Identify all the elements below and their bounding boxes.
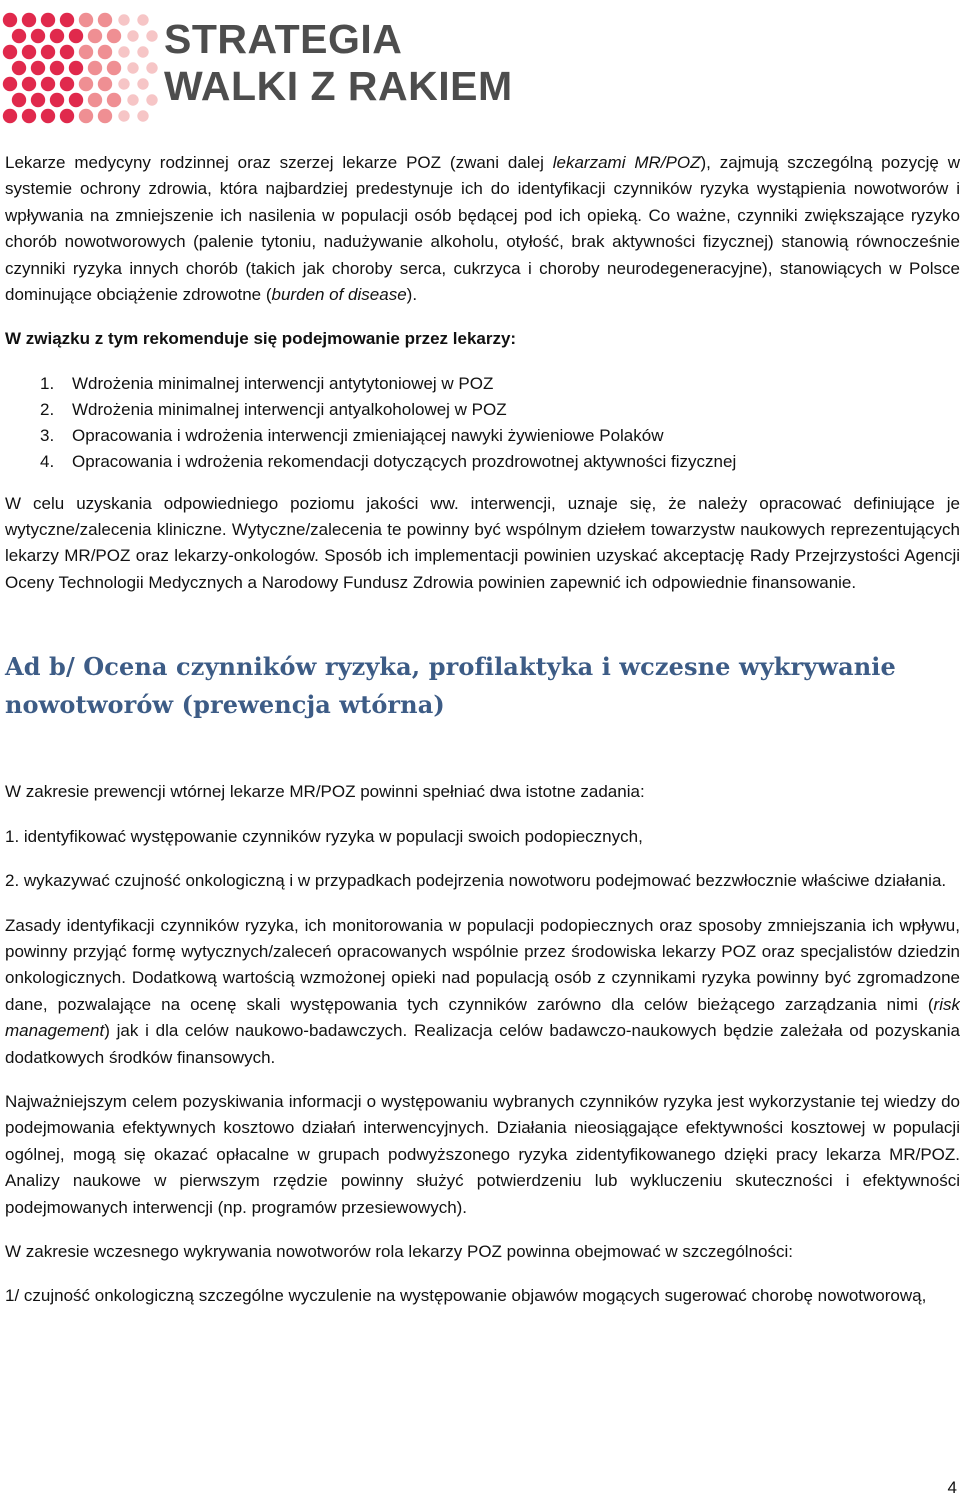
list-number: 1. — [40, 373, 55, 393]
logo-dot — [69, 93, 83, 107]
logo-dot — [12, 93, 26, 107]
early-detection-item-1: 1/ czujność onkologiczną szczególne wyczulenie na występowanie objawów mogących sugerować chorobę nowotworową, — [5, 1286, 927, 1306]
logo-dot — [50, 61, 64, 75]
logo-dot — [31, 93, 45, 107]
logo-dot — [60, 77, 74, 91]
principles-italic-term: risk management — [5, 994, 960, 1041]
list-text: Opracowania i wdrożenia interwencji zmieniającej nawyki żywieniowe Polaków — [72, 426, 664, 446]
logo-dot — [127, 30, 138, 41]
logo-dot — [98, 77, 112, 91]
logo-dot — [3, 77, 17, 91]
logo-line-1: STRATEGIA — [164, 16, 403, 62]
logo-dot — [3, 45, 17, 59]
logo-dot — [137, 46, 148, 57]
intro-text-2: ), zajmują szczególną pozycję w systemie ochrony zdrowia, która najbardziej predestynuje ich do identyfikacji czynników ryzyka wystąpienia nowotworów i wpływania na zmniejszenie ich nasilenia w populacji osób będącej pod ich opieką. Co ważne, czynniki zwiększające ryzyko chorób nowotworowych (palenie tytoniu, nadużywanie alkoholu, otyłość, brak aktywności fizycznej) stanowią równocześnie czynniki ryzyka innych chorób (takich jak choroby serca, cukrzyca i choroby neurodegeneracyjne), stanowiących w Polsce dominujące obciążenie zdrowotne ( — [5, 153, 960, 305]
intro-paragraph — [5, 150, 960, 308]
list-number: 4. — [40, 452, 55, 472]
logo-dot — [146, 94, 157, 105]
list-text: Wdrożenia minimalnej interwencji antyalkoholowej w POZ — [72, 400, 507, 420]
logo-dot — [12, 29, 26, 43]
logo-dot — [88, 93, 102, 107]
section-heading: Ad b/ Ocena czynników ryzyka, profilaktyka i wczesne wykrywanie nowotworów (prewencja wtórna) — [5, 652, 896, 720]
logo-dot — [137, 14, 148, 25]
logo-dot — [22, 13, 36, 27]
principles-text-2: ) jak i dla celów naukowo-badawczych. Realizacja celów badawczo-naukowych będzie zależała od pozyskania dodatkowych środków finansowych. — [5, 1021, 960, 1067]
guidelines-paragraph: W celu uzyskania odpowiedniego poziomu jakości ww. interwencji, uznaje się, że należy opracować definiujące je wytyczne/zalecenia kliniczne. Wytyczne/zalecenia te powinny być wspólnym dziełem towarzystw naukowych reprezentujących lekarzy MR/POZ oraz lekarzy-onkologów. Sposób ich implementacji powinien uzyskać akceptację Rady Przejrzystości Agencji Oceny Technologii Medycznych a Narodowy Fundusz Zdrowia powinien zapewnić ich odpowiednie finansowanie. — [5, 493, 960, 592]
logo-dot — [79, 45, 93, 59]
logo-icon — [0, 12, 160, 124]
logo-dot — [118, 14, 129, 25]
logo-dot — [98, 13, 112, 27]
logo-dot — [69, 61, 83, 75]
logo-dot — [118, 46, 129, 57]
list-text: Wdrożenia minimalnej interwencji antytytoniowej w POZ — [72, 373, 494, 393]
list-item — [5, 371, 960, 397]
logo-dot — [41, 77, 55, 91]
logo-wordmark — [164, 16, 513, 110]
logo-dot — [22, 45, 36, 59]
logo-dot — [107, 93, 121, 107]
list-item — [5, 423, 960, 449]
task-1: 1. identyfikować występowanie czynników ryzyka w populacji swoich podopiecznych, — [5, 826, 643, 846]
logo-dot — [146, 62, 157, 73]
logo-dot — [41, 45, 55, 59]
page-number: 4 — [947, 1478, 957, 1497]
logo-dot — [50, 29, 64, 43]
logo-dot — [107, 29, 121, 43]
logo-line-2: WALKI Z RAKIEM — [164, 63, 513, 109]
principles-paragraph — [5, 913, 960, 1071]
logo-dot — [79, 13, 93, 27]
logo-dot — [3, 13, 17, 27]
logo-dot — [146, 30, 157, 41]
logo-dot — [69, 29, 83, 43]
list-item — [5, 449, 960, 475]
logo-dot — [98, 45, 112, 59]
logo-dot — [60, 109, 74, 123]
intro-text-1: Lekarze medycyny rodzinnej oraz szerzej lekarze POZ (zwani dalej — [5, 153, 553, 172]
list-text: Opracowania i wdrożenia rekomendacji dotyczących prozdrowotnej aktywności fizycznej — [72, 452, 737, 472]
principles-text-1: Zasady identyfikacji czynników ryzyka, ich monitorowania w populacji podopiecznych oraz sposoby zmniejszania ich wpływu, powinny przyjąć formę wytycznych/zaleceń opracowanych wspólnie przez środowiska lekarzy POZ oraz specjalistów dziedzin onkologicznych. Dodatkową wartością wzmożonej opieki nad populacją osób z czynnikami ryzyka powinny być zgromadzone dane, pozwalające na ocenę skali występowania tych czynników zarówno dla celów bieżącego zarządzania nimi ( — [5, 915, 960, 1014]
purpose-paragraph: Najważniejszym celem pozyskiwania informacji o występowaniu wybranych czynników ryzyka jest wykorzystanie tej wiedzy do podejmowania efektywnych kosztowo działań interwencyjnych. Działania nieosiągające efektywności kosztowej w populacji ogólnej, mogą się okazać opłacalne w grupach podwyższonego ryzyka zidentyfikowanego dzięki pracy lekarza MR/POZ. Analizy naukowe w pierwszym rzędzie powinny służyć potwierdzeniu lub wykluczeniu skuteczności i efektywności podejmowanych interwencji (np. programów przesiewowych). — [5, 1091, 960, 1217]
logo-dot — [127, 62, 138, 73]
logo-dot — [137, 78, 148, 89]
logo-dot — [107, 61, 121, 75]
logo-dot — [118, 78, 129, 89]
logo-dot — [98, 109, 112, 123]
logo-dot — [79, 77, 93, 91]
early-detection-intro: W zakresie wczesnego wykrywania nowotworów rola lekarzy POZ powinna obejmować w szczególności: — [5, 1241, 793, 1261]
logo-dot — [79, 109, 93, 123]
logo-dot — [31, 29, 45, 43]
task-2: 2. wykazywać czujność onkologiczną i w przypadkach podejrzenia nowotworu podejmować bezzwłocznie właściwe działania. — [5, 871, 947, 891]
list-number: 2. — [40, 400, 55, 420]
logo-dot — [88, 29, 102, 43]
intro-italic-term-2: burden of disease — [271, 285, 407, 305]
logo-dot — [22, 77, 36, 91]
recommendations-list — [5, 371, 960, 476]
logo-dot — [22, 109, 36, 123]
logo-dot — [41, 109, 55, 123]
logo-dot — [3, 109, 17, 123]
logo-dot — [88, 61, 102, 75]
logo-dot — [127, 94, 138, 105]
intro-italic-term: lekarzami MR/POZ — [552, 153, 701, 172]
logo-dot — [60, 13, 74, 27]
logo-dot — [41, 13, 55, 27]
logo-dot — [60, 45, 74, 59]
logo-dot — [31, 61, 45, 75]
list-number: 3. — [40, 426, 55, 446]
intro-text-3: ). — [406, 285, 418, 305]
list-item — [5, 397, 960, 423]
recommend-heading: W związku z tym rekomenduje się podejmowanie przez lekarzy: — [5, 329, 517, 349]
logo-dot — [137, 110, 148, 121]
document-body — [5, 150, 960, 1310]
secondary-intro: W zakresie prewencji wtórnej lekarze MR/POZ powinni spełniać dwa istotne zadania: — [5, 782, 645, 802]
logo-dot — [12, 61, 26, 75]
logo-dot — [50, 93, 64, 107]
logo-dot — [118, 110, 129, 121]
document-header — [0, 0, 960, 120]
